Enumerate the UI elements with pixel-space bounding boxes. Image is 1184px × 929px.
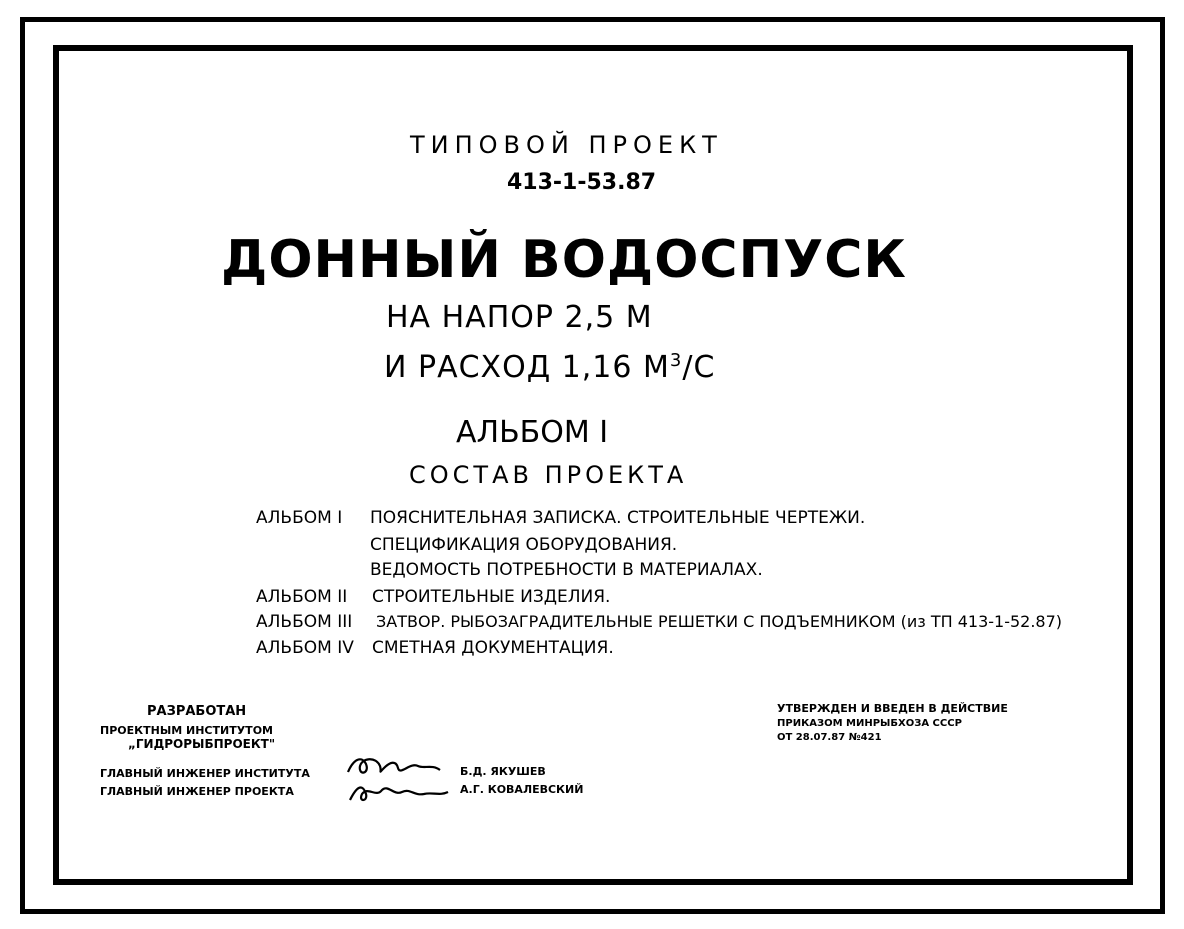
- signature-role-1: ГЛАВНЫЙ ИНЖЕНЕР ИНСТИТУТА: [100, 767, 310, 780]
- contents-text-2: СПЕЦИФИКАЦИЯ ОБОРУДОВАНИЯ.: [370, 535, 678, 555]
- project-type-label: ТИПОВОЙ ПРОЕКТ: [410, 131, 723, 159]
- flow-text: И РАСХОД 1,16 М: [384, 350, 670, 385]
- contents-text-1: ПОЯСНИТЕЛЬНАЯ ЗАПИСКА. СТРОИТЕЛЬНЫЕ ЧЕРТЕЖИ.: [370, 508, 866, 528]
- album-heading: АЛЬБОМ I: [456, 415, 609, 450]
- contents-album-2: АЛЬБОМ II: [256, 587, 348, 607]
- title-line-flow: [384, 352, 715, 383]
- flow-exponent: 3: [669, 350, 683, 371]
- developer-line-1: РАЗРАБОТАН: [147, 704, 247, 719]
- signature-name-2: А.Г. КОВАЛЕВСКИЙ: [460, 783, 584, 796]
- approval-line-2: ПРИКАЗОМ МИНРЫБХОЗА СССР: [777, 718, 962, 729]
- contents-text-4: СТРОИТЕЛЬНЫЕ ИЗДЕЛИЯ.: [372, 587, 611, 607]
- contents-heading: СОСТАВ ПРОЕКТА: [409, 461, 688, 489]
- flow-unit-suffix: /С: [682, 350, 716, 385]
- developer-line-2: ПРОЕКТНЫМ ИНСТИТУТОМ: [100, 724, 273, 737]
- approval-line-3: ОТ 28.07.87 №421: [777, 732, 882, 743]
- main-title: ДОННЫЙ ВОДОСПУСК: [221, 230, 907, 290]
- contents-album-3: АЛЬБОМ III: [256, 612, 353, 632]
- signature-name-1: Б.Д. ЯКУШЕВ: [460, 765, 546, 778]
- contents-text-6: СМЕТНАЯ ДОКУМЕНТАЦИЯ.: [372, 638, 614, 658]
- contents-text-5: ЗАТВОР. РЫБОЗАГРАДИТЕЛЬНЫЕ РЕШЕТКИ С ПОДЪЕМНИКОМ (из ТП 413-1-52.87): [376, 612, 1063, 631]
- handwritten-signature-2: [344, 778, 456, 806]
- developer-line-3: „ГИДРОРЫБПРОЕКТ": [128, 737, 276, 751]
- contents-album-4: АЛЬБОМ IV: [256, 638, 354, 658]
- approval-line-1: УТВЕРЖДЕН И ВВЕДЕН В ДЕЙСТВИЕ: [777, 702, 1008, 715]
- title-line-head: НА НАПОР 2,5 М: [386, 300, 653, 335]
- contents-text-3: ВЕДОМОСТЬ ПОТРЕБНОСТИ В МАТЕРИАЛАХ.: [370, 560, 763, 580]
- signature-role-2: ГЛАВНЫЙ ИНЖЕНЕР ПРОЕКТА: [100, 785, 294, 798]
- contents-album-1: АЛЬБОМ I: [256, 508, 343, 528]
- project-number: 413-1-53.87: [507, 170, 657, 195]
